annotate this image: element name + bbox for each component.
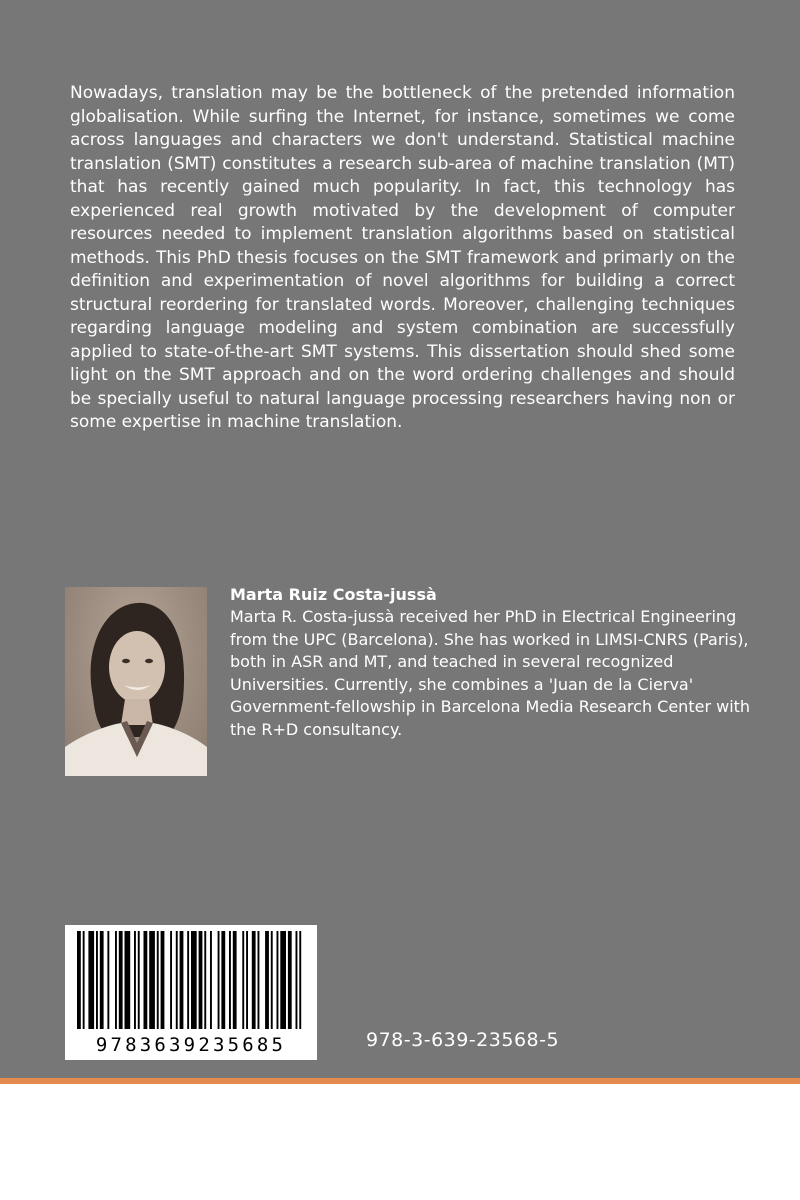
author-info (230, 584, 770, 742)
bottom-accent-rule (0, 1078, 800, 1084)
barcode-bar (180, 931, 184, 1029)
author-bio: Marta R. Costa-jussà received her PhD in Electrical Engineering from the UPC (Barcelona). She has worked in LIMSI-CNRS (Paris), both in ASR and MT, and teached in several recognized Universities. Currently, she combines a 'Juan de la Cierva' Government-fellowship in Barcelona Media Research Center with the R+D consultancy. (230, 607, 751, 739)
barcode-bar (252, 931, 256, 1029)
barcode-bar (265, 931, 269, 1029)
book-description: Nowadays, translation may be the bottleneck of the pretended information globalisation. While surfing the Internet, for instance, sometimes we come across languages and characters we don't understand. Statistical machine translation (SMT) constitutes a research sub-area of machine translation (MT) that has recently gained much popularity. In fact, this technology has experienced real growth motivated by the development of computer resources needed to implement translation algorithms based on statistical methods. This PhD thesis focuses on the SMT framework and primarly on the definition and experimentation of novel algorithms for building a correct structural reordering for translated words. Moreover, challenging techniques regarding language modeling and system combination are successfully applied to state-of-the-art SMT systems. This dissertation should shed some light on the SMT approach and on the word ordering challenges and should be specially useful to natural language processing researchers having non or some expertise in machine translation. (70, 83, 735, 432)
barcode-bar (100, 931, 104, 1029)
barcode-bar (119, 931, 123, 1029)
barcode-bar (191, 931, 197, 1029)
barcode-bar (221, 931, 225, 1029)
barcode-bar (144, 931, 148, 1029)
barcode-bar (210, 931, 212, 1029)
barcode-bar (229, 931, 231, 1029)
barcode-bar (107, 931, 109, 1029)
barcode-bar (77, 931, 81, 1029)
barcode-bar (246, 931, 248, 1029)
barcode-bar (299, 931, 301, 1029)
author-name: Marta Ruiz Costa-jussà (230, 585, 437, 604)
barcode-bar (176, 931, 178, 1029)
barcode-bar (138, 931, 140, 1029)
barcode-bar (288, 931, 292, 1029)
barcode-bar (280, 931, 286, 1029)
barcode-bar (157, 931, 159, 1029)
barcode-bar (199, 931, 203, 1029)
barcode-icon (65, 925, 317, 1033)
barcode-bar (134, 931, 136, 1029)
barcode-bar (204, 931, 206, 1029)
barcode-digits: 9783639235685 (95, 1034, 287, 1056)
barcode-bar (187, 931, 189, 1029)
isbn-barcode (65, 925, 317, 1060)
barcode-bar (125, 931, 131, 1029)
barcode-bar (88, 931, 94, 1029)
barcode-bar (115, 931, 117, 1029)
author-photo (65, 587, 207, 776)
barcode-bar (296, 931, 298, 1029)
barcode-bar (258, 931, 260, 1029)
barcode-bar (271, 931, 273, 1029)
barcode-bar (242, 931, 244, 1029)
barcode-bar (96, 931, 98, 1029)
barcode-bar (218, 931, 220, 1029)
author-portrait-icon (65, 587, 207, 776)
barcode-bar (83, 931, 85, 1029)
barcode-bar (233, 931, 237, 1029)
isbn-number: 978-3-639-23568-5 (366, 1029, 560, 1051)
barcode-bar (149, 931, 155, 1029)
barcode-bar (161, 931, 165, 1029)
barcode-bar (277, 931, 279, 1029)
barcode-bar (170, 931, 172, 1029)
